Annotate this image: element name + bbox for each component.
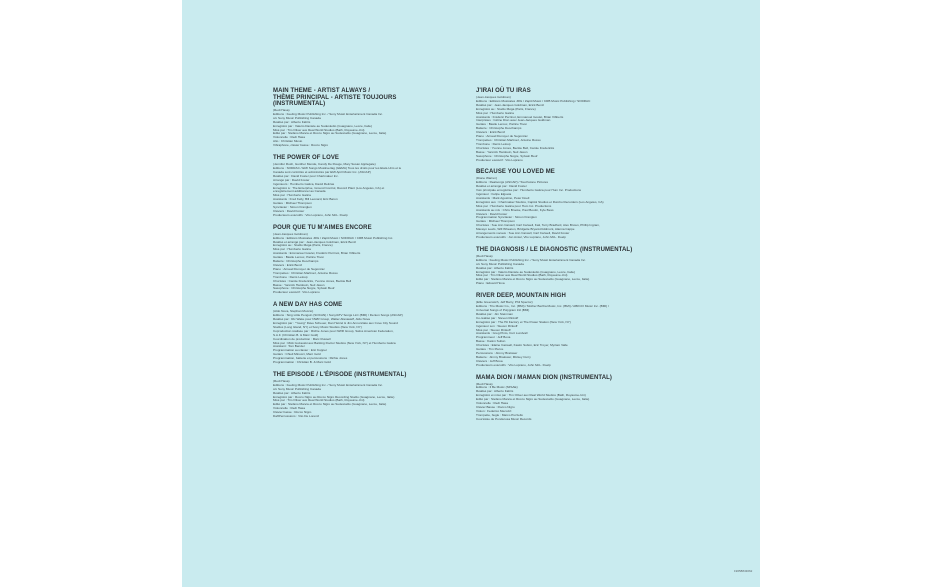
credit-line: Choristes : Carole Fredericks, Yvonne Jones, Beckie Bell [273,279,352,283]
credit-line: Enregistré au : Studio Méga (Paris, France) [273,244,333,248]
credit-line: Ingénieur son : Steven Rinkoff [476,324,518,328]
credit-line: Choristes : Yvonne Jones, Beckie Bell, Carole Fredericks [476,146,555,150]
credit-line: Trombone : Denis Leloup [476,142,511,146]
track-credit-section [476,293,688,367]
credit-line: Synclavier : Simon Franglen [273,206,312,210]
credit-line: Claviers : Jeff Bova [476,359,503,363]
catalog-number: 19658843062 [734,569,753,573]
credit-line: Alto : Christian Musio [273,140,303,144]
credit-line: Réalisé par : Jean-Jacques Goldman, Erick Benzi [476,103,545,107]
credit-line: Édité par : Stefano Manca et Rocco Nigro au Sudestudio (Guagnano, Lecce, Italie) [273,132,387,136]
credit-line: (Jennifer Rush, Gunther Mende, Candy De Rouge, Mary Susan Applegate) [273,163,376,167]
credit-line: Guitare : Basile Leroux, Patrice Tison [273,256,325,260]
credit-line: Claviers : Erick Benzi [273,264,303,267]
credit-line: Programmation Synclavier : Simon Franglen [476,216,537,220]
credit-line: Claviers : Erick Benzi [476,131,506,135]
credit-line: Éditions : Éditions Musicales JRG / Zapiti Music / SODRAC / CRB Music Publishing Inc. [273,236,394,240]
credit-line: Coordination de production : Marc Russell [273,337,331,341]
credit-line: Assistant : Tom Bender [273,345,305,349]
track-title: MAIN THEME - ARTIST ALWAYS / THÈME PRINCIPAL - ARTISTE TOUJOURS (INSTRUMENTAL) [273,88,397,107]
track-title: POUR QUE TU M'AIMES ENCORE [273,224,372,231]
credit-line: Réalisé et arrangé par : David Foster [476,185,527,189]
credit-line: Coproduction réalisée par : Richie Jones pour NWR Group, Swiss American Federation, [273,329,394,333]
credit-line: Assistants : Greg Pinto, Curt Lundvall [476,332,528,336]
credit-line: Programmation au clavier : Eric Kupper [273,349,327,353]
credit-line: Mixé par : Tim Oliver aux Real World Studios (Bath, Royaume-Uni) [273,399,365,403]
track-title: RIVER DEEP, MOUNTAIN HIGH [476,293,566,300]
credit-line: Producteurs exécutifs : Vito Luprano, John McL. Doelp [273,213,348,217]
credit-line: Réalisé par : Jim Steinman [476,312,513,316]
track-credit-section [476,375,688,422]
track-credit-section [273,155,485,218]
credit-line: Producteurs exécutifs : Vito Luprano, John McL. Doelp [476,363,551,367]
track-credit-section [273,302,485,365]
credit-line: c/o Sony Music Publishing Canada [273,387,321,391]
credit-line: Arrangé par : David Foster [273,178,310,182]
credit-line: S.A.F. (Christian B. & Marc Gold) [273,333,319,337]
track-title: THE EPISODE / L'ÉPISODE (INSTRUMENTAL) [273,371,407,378]
credit-line: Éditions : Trio Music Co., Inc. (BMI) / Mother Bertha Music, Inc. (BMI) / ABKCO Music Inc. (BMI) / [476,305,609,309]
credit-line: Assistants : Fred Kelly, Bill Leonard, Eric Baron [273,198,338,202]
credit-line: Voix principale enregistrée par : Humberto Gatica pour Hum Inc. Productions [476,189,582,193]
credit-line: Édité par : Stefano Manca et Rocco Nigro au Sudestudio (Guagnano, Lecce, Italie) [476,278,590,282]
credit-line: Maxayn Lewis, Will Wheaton, Bridgette Bryant-Fiddmont, Alanna Cappe [476,228,575,232]
credit-line: Réalisé par : Alberto Fabris [476,390,514,394]
credit-line: Assistants au mix : Chris Brooke, Paul Boutin, Kyle Bess [476,208,554,212]
credit-line: Enregistré par : The Hit Factory et The Power Station (New York, NY) [476,320,571,324]
credit-line: Réalisé par : Ric Wake pour NWR Group, Walter Afanasieff, Aldo Nova [273,318,370,322]
credit-line: Trompettes : Christian Martinez, Antoine Russo [476,138,541,142]
credit-line: Co-réalisé par : Steven Rinkoff [476,316,519,320]
credit-line: (Redi Hasa) [273,109,290,112]
credit-line: Choristes : Sue Ann Carwell, Carl Carwell, Kati, Terry Bradford, Alex Brown, Phillip Ingram, [476,224,600,228]
track-credit-section [273,372,485,419]
credit-line: Batterie : Jimmy Bralower, Mickey Curry [476,355,531,359]
credit-line: Enregistré aux : Chartmaker Studios, Capitol Studios et Rumbo Recorders (Los Angeles, CA) [476,200,604,204]
credit-line: Trompette, bugle : Marco Puzzello [476,413,523,417]
credit-line: Producteur exécutif : Vito Luprano [476,158,523,162]
credit-line: Éditions : Feeling Music Publishing Inc. / Sony Music Entertainment Canada Inc. [273,383,383,387]
track-credit-section [273,88,485,148]
credit-line: Enregistré au : Studio Méga (Paris, France) [476,107,536,111]
track-title: BECAUSE YOU LOVED ME [476,169,555,176]
credit-line: Vibraphone, clavier basse : Rocco Nigro [273,144,329,148]
credit-line: (Jean-Jacques Goldman) [273,232,308,236]
track-credit-section [476,88,688,162]
liner-notes-sheet [182,0,760,587]
credit-line: Mixé par : Humberto Gatica pour Hum Inc. Productions [476,204,552,208]
credit-line: Enregistré à : The Enterprise, Ground Control, Record Plant (Los Angeles, CA) et [273,186,385,190]
credit-line: (Redi Hasa) [476,382,493,386]
credit-line: Studios (Long Island, NY) et Sony Music Studios (New York, NY) [273,325,362,329]
credit-line: Enregistré par : Valerio Daniele au Sudestudio (Guagnano, Lecce, Italie) [273,124,373,128]
credit-line: Assistants : Frédéric Perrinot, Emmanuel Goulet, Brian Vibberts [476,115,564,119]
credit-line: Trompettes : Christian Martinez, Antoine Russo [273,271,338,275]
credit-line: Clavier basse : Rocco Nigro [273,411,312,415]
credit-line: Claviers : David Foster [476,212,508,216]
credit-line: Saxophone : Christophe Nègre, Sylvain Beuf [476,154,538,158]
credit-line: Producteur exécutif : Vito Luprano [273,291,320,295]
credit-line: Mixé par : Mick Guzauski aux Barking Doctor Studios (New York, NY) et Humberto Gatica [273,341,396,345]
credit-line: Daf/Percussions : Vito De Lorenzi [273,415,320,419]
credit-line: Piano : Eduard Hoxa [476,282,505,286]
credit-line: Batterie : Christophe Deschamps [273,260,319,264]
track-credit-section [273,225,485,296]
credit-line: Mixé par : Steven Rinkoff [476,328,511,332]
credit-line: Enregistré et mixé par : Tim Oliver aux Real World Studios (Bath, Royaume-Uni) [476,394,586,398]
credit-line: Éditions : Éditions Musicales JRG / Zapiti Music / CRB Music Publishing / SODRAC [476,99,591,103]
credit-line: (Ellie Greenwich, Jeff Barry, Phil Spector) [476,301,533,305]
credit-line: Guitare : Michael Thompson [273,202,312,206]
credit-line: Assistants : Mark Agostino, Peter Doell [476,196,530,200]
credit-line: Éditions : Feeling Music Publishing Inc. / Sony Music Entertainment Canada Inc. [273,112,383,116]
credit-line: Guitare : Basile Leroux, Patrice Tison [476,123,528,127]
credit-line: Claviers : David Foster [273,209,305,213]
credit-line: Arrangements vocaux : Sue Ann Carwell, Carl Carwell, David Foster [476,232,570,236]
credit-line: Guitare : Tim Pierce [476,348,504,352]
track-credit-section [476,247,688,286]
credit-line: Courtoisie de Ponderosa Music Records [476,417,532,421]
credit-line: Assistants : Emmanuel Goulet, Frédéric Perrinot, Brian Vibberts [273,252,361,256]
credit-line: Éditions : Feeling Music Publishing Inc. / Sony Music Entertainment Canada Inc. [476,258,586,262]
credit-line: Réalisé et arrangé par : Jean-Jacques Goldman, Erick Benzi [273,240,357,244]
credit-line: Éditions : Realsongs (ASCAP) / Touchstone Pictures [476,181,548,185]
right-credits-column [476,88,688,429]
credit-line: Trombone : Denis Leloup [273,275,308,279]
credit-line: Canada sont contrôlés et administrés par EMI April Music Inc. (ASCAP) [273,170,371,174]
credit-line: Piano : Arnaud Dunoyer de Segonzac [476,135,528,139]
credit-line: Enregistré par : "Young" Dave Scheuer, Dan Hetzel & Jim Annunziato aux Cove City Sound [273,321,398,325]
credit-line: (Redi Hasa) [273,379,290,383]
track-credit-section [476,169,688,240]
credit-line: Réalisé par : Alberto Fabris [273,120,311,124]
track-title: THE DIAGNOSIS / LE DIAGNOSTIC (INSTRUMENTAL) [476,246,633,253]
track-title: MAMA DION / MAMAN DION (INSTRUMENTAL) [476,374,613,381]
credit-line: Violon : Federico Mecozzi [476,409,512,413]
credit-line: enregistrement additionnel au Canada [273,190,326,194]
credit-line: Réalisé par : Alberto Fabris [273,391,311,395]
credit-line: Violoncelle : Redi Hasa [273,407,305,411]
credit-line: Programmation : Christian B. & Marc Gold [273,361,331,365]
credit-line: Choristes : Elaine Caswell, Kasim Sulton, Eric Troyer, Myriam Valle [476,344,568,348]
credit-line: Producteurs exécutifs : Jon Amiel, Vito Luprano, John McL. Doelp [476,236,566,239]
credit-line: Basse : Yannick Hardouin, Neil Jason [476,150,528,154]
credit-line: Mixé par : Humberto Gatica [273,194,311,198]
credit-line: Mixé par : Humberto Gatica [476,111,514,115]
credit-line: c/o Sony Music Publishing Canada [476,262,524,266]
credit-line: Réalisé par : Alberto Fabris [476,266,514,270]
credit-line: Mixé par : Tim Oliver aux Real World Studios (Bath, Royaume-Uni) [273,128,365,132]
credit-line: (Aldo Nova, Stephan Moccio) [273,310,314,314]
credit-line: Interprètes : Céline Dion avec Jean-Jacques Goldman [476,119,551,123]
credit-line: Basse : Yannick Hardouin, Neil Jason [273,283,325,287]
credit-line: Édité par : Stefano Manca et Rocco Nigro au Sudestudio (Guagnano, Lecce, Italie) [476,398,590,402]
credit-line: (Redi Hasa) [476,254,493,258]
credit-line: Programmation, batterie et percussions : Richie Jones [273,357,348,361]
credit-line: Éditions : Sing Little Penguin (SOCAN) / Sony/ATV Songs LLC (BMI) / Denton Songs (ASCAP) [273,314,403,318]
credit-line: Édité par : Stefano Manca et Rocco Nigro au Sudestudio (Guagnano, Lecce, Italie) [273,403,387,407]
credit-line: Basse : Kasim Sulton [476,340,506,344]
credit-line: Mixé par : Humberto Gatica [273,248,311,252]
credit-line: Ingénieurs : Humberto Gatica, David Reitzas [273,182,335,186]
credit-line: Guitare : Michael Thompson [476,220,515,224]
credit-line: Éditions : Il Be Music (SIISAE) [476,386,518,390]
credit-line: Batterie : Christophe Deschamps [476,127,522,131]
credit-line: c/o Sony Music Publishing Canada [273,116,321,120]
credit-line: Enregistré par : Valerio Daniele au Sudestudio (Guagnano, Lecce, Italie) [476,270,576,274]
credit-line: Mixé par : Tim Oliver aux Real World Studios (Bath, Royaume-Uni) [476,274,568,278]
credit-line: Guitars : Chieli Minucci, Marc Gold [273,353,321,357]
credit-line: (Jean-Jacques Goldman) [476,96,511,99]
credit-line: Réalisé par : David Foster pour Chartmaker Inc. [273,174,339,178]
left-credits-column [273,88,485,426]
credit-line: Violoncelle : Redi Hasa [476,402,508,406]
credit-line: (Diane Warren) [476,177,498,181]
track-title: A NEW DAY HAS COME [273,302,343,309]
credit-line: Saxophone : Christophe Nègre, Sylvain Beuf [273,287,335,291]
credit-line: Universal Songs of Polygram Intl (BMI) [476,308,530,312]
credit-line: Clavier Basse : Rocco Nigro [476,406,515,409]
credit-line: Éditions : SODRAC / EMI Songs Musikverlag (GEMA) Tous les droits pour les États-Unis et le [273,166,402,170]
credit-line: Piano : Arnaud Dunoyer de Segonzac [273,267,325,271]
credit-line: Programmeur : Jeff Bova [476,336,511,340]
credit-line: Enregistré par : Rocco Nigro au Rocco Nigro Recording Studio (Guagnano, Lecce, Italie) [273,395,395,399]
track-title: J'IRAI OÙ TU IRAS [476,88,531,94]
track-title: THE POWER OF LOVE [273,155,340,162]
credit-line: Ingénieur : Felipe Elgueta [476,193,512,197]
credit-line: Percussions : Jimmy Bralower [476,351,518,355]
credit-line: Violoncelle : Redi Hasa [273,136,305,140]
